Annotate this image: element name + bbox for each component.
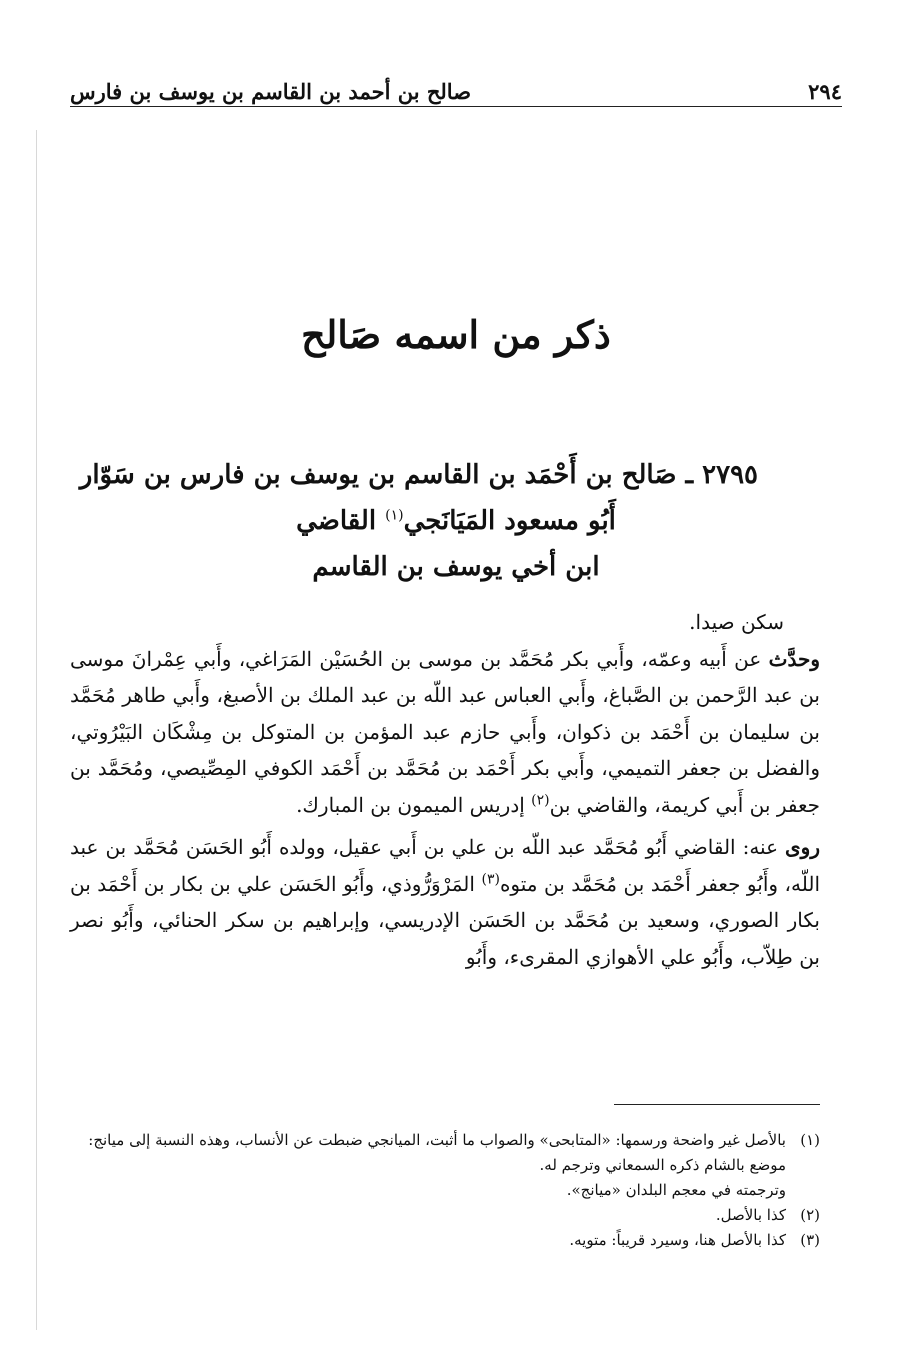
entry-heading-line-2 xyxy=(70,498,842,544)
footnote-ref-1[interactable]: (١) xyxy=(385,507,404,524)
footnote-number: (١) xyxy=(800,1131,820,1149)
page-number: ٢٩٤ xyxy=(808,79,842,104)
header-rule xyxy=(70,106,842,107)
footnote-1 xyxy=(70,1128,820,1178)
footnote-3 xyxy=(70,1228,820,1253)
keyword-rawa: روى xyxy=(785,835,820,859)
footnote-ref-3[interactable]: (٣) xyxy=(481,870,500,887)
footnote-separator xyxy=(614,1104,820,1105)
entry-title-qadi: القاضي xyxy=(296,506,386,536)
entry-heading-line-3: ابن أخي يوسف بن القاسم xyxy=(312,552,600,582)
paragraph-narrated-by-text-a: عنه: القاضي أَبُو مُحَمَّد عبد اللّه بن علي بن أَبي عقيل، وولده أَبُو الحَسَن مُحَمَّد بن عبد اللّه، وأَبُو جعفر أَحْمَد بن مُحَمَّد بن متوه xyxy=(70,835,820,896)
paragraph-narrated-by xyxy=(70,829,820,975)
footnote-number: (٣) xyxy=(800,1231,820,1249)
footnote-number: (٢) xyxy=(800,1206,820,1224)
footnote-1-continuation: وترجمته في معجم البلدان «ميانج». xyxy=(566,1181,786,1199)
footnote-text: كذا بالأصل. xyxy=(715,1206,786,1224)
entry-heading-line-1: ٢٧٩٥ ـ صَالح بن أَحْمَد بن القاسم بن يوسف بن فارس بن سَوّار xyxy=(79,460,758,490)
paragraph-narrated-from xyxy=(70,641,820,824)
entry-heading xyxy=(70,452,842,590)
running-header xyxy=(70,70,842,104)
running-title: صالح بن أحمد بن القاسم بن يوسف بن فارس xyxy=(70,79,472,104)
paragraph-narrated-from-text-b: إدريس الميمون بن المبارك. xyxy=(296,792,532,817)
page-edge-line xyxy=(36,130,37,1330)
paragraph-narrated-from-text-a: عن أَبيه وعمّه، وأَبي بكر مُحَمَّد بن موسى بن الحُسَيْن المَرَاغي، وأَبي عِمْرانَ موسى بن عبد الرَّحمن بن الصَّباغ، وأَبي العباس عبد اللّه بن عبد الملك بن الأصبغ، وأَبي طاهر مُحَمَّد بن سليمان بن أَحْمَد بن ذكوان، وأَبي حازم عبد المؤمن بن المتوكل بن مِشْكَان البَيْرُوتي، والفضل بن جعفر التميمي، وأَبي بكر أَحْمَد بن مُحَمَّد بن أَحْمَد الكوفي المِصِّيصي، ومُحَمَّد بن جعفر بن أَبي كريمة، والقاضي بن xyxy=(70,646,820,817)
footnote-ref-2[interactable]: (٢) xyxy=(531,791,550,808)
paragraph-narrated-by-text-b: المَرْوَرُّوذي، وأَبُو الحَسَن علي بن بكار بن أَحْمَد بن بكار الصوري، وسعيد بن مُحَمَّد بن الحَسَن الإدريسي، وإبراهيم بن سكر الحنائي، وأَبُو نصر بن طِلاّب، وأَبُو علي الأهوازي المقرىء، وأَبُو xyxy=(70,871,820,969)
footnote-2 xyxy=(70,1203,820,1228)
keyword-haddatha: وحدَّث xyxy=(768,646,820,671)
body-text xyxy=(70,604,820,975)
footnote-text: كذا بالأصل هنا، وسيرد قريباً: متويه. xyxy=(569,1231,786,1249)
paragraph-residence: سكن صيدا. xyxy=(689,610,784,634)
section-title: ذكر من اسمه صَالح xyxy=(301,312,611,357)
entry-kunya: أَبُو مسعود المَيَانَجي xyxy=(403,506,616,536)
footnote-text: بالأصل غير واضحة ورسمها: «المتابحى» والصواب ما أثبت، الميانجي ضبطت عن الأنساب، وهذه النسبة إلى ميانج: موضع بالشام ذكره السمعاني وترجم له. xyxy=(88,1131,786,1174)
footnotes xyxy=(70,1128,820,1253)
